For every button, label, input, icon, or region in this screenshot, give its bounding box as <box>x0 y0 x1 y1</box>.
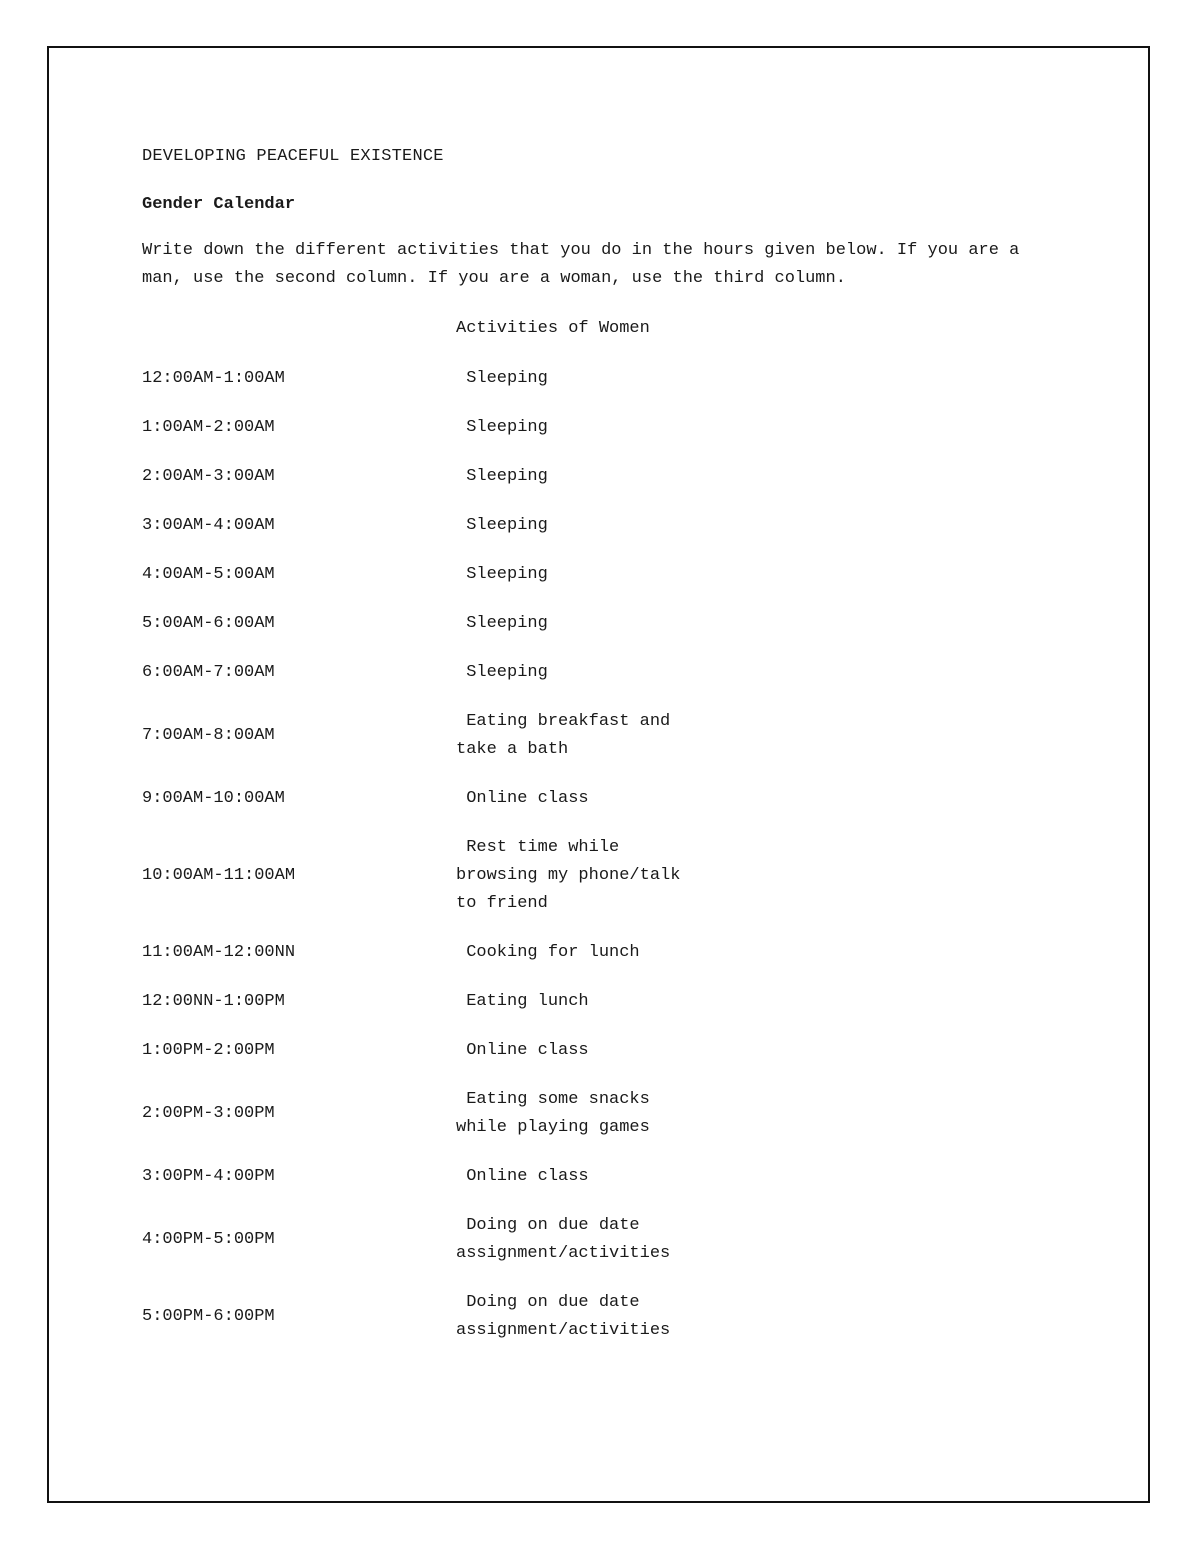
calendar-row <box>142 708 1042 764</box>
calendar-row <box>142 1086 1042 1142</box>
time-slot: 2:00PM-3:00PM <box>142 1104 275 1123</box>
activity-entry: Doing on due date assignment/activities <box>456 1216 671 1263</box>
activity-entry: Online class <box>456 1167 589 1186</box>
activity-entry: Online class <box>456 1041 589 1060</box>
activity-entry: Eating breakfast and take a bath <box>456 712 671 759</box>
time-slot: 7:00AM-8:00AM <box>142 726 275 745</box>
calendar-row <box>142 659 1042 687</box>
time-slot: 4:00PM-5:00PM <box>142 1230 275 1249</box>
calendar-row <box>142 939 1042 967</box>
activity-entry: Sleeping <box>456 467 548 486</box>
calendar-row <box>142 365 1042 393</box>
calendar-row <box>142 1037 1042 1065</box>
document-subtitle: Gender Calendar <box>142 195 296 214</box>
activity-entry: Sleeping <box>456 565 548 584</box>
activity-entry: Doing on due date assignment/activities <box>456 1293 671 1340</box>
time-slot: 2:00AM-3:00AM <box>142 467 275 486</box>
calendar-row <box>142 610 1042 638</box>
calendar-row <box>142 1289 1042 1345</box>
time-slot: 1:00AM-2:00AM <box>142 418 275 437</box>
time-slot: 11:00AM-12:00NN <box>142 943 296 962</box>
activity-entry: Cooking for lunch <box>456 943 640 962</box>
activity-entry: Sleeping <box>456 516 548 535</box>
time-slot: 12:00AM-1:00AM <box>142 369 285 388</box>
calendar-row <box>142 561 1042 589</box>
activity-entry: Eating lunch <box>456 992 589 1011</box>
time-slot: 5:00AM-6:00AM <box>142 614 275 633</box>
time-slot: 12:00NN-1:00PM <box>142 992 285 1011</box>
time-slot: 4:00AM-5:00AM <box>142 565 275 584</box>
activity-entry: Rest time while browsing my phone/talk to friend <box>456 838 681 913</box>
calendar-row <box>142 512 1042 540</box>
activity-entry: Sleeping <box>456 614 548 633</box>
calendar-row <box>142 988 1042 1016</box>
time-slot: 3:00AM-4:00AM <box>142 516 275 535</box>
time-slot: 6:00AM-7:00AM <box>142 663 275 682</box>
activity-entry: Eating some snacks while playing games <box>456 1090 650 1137</box>
calendar-row <box>142 1163 1042 1191</box>
calendar-row <box>142 414 1042 442</box>
document-title: DEVELOPING PEACEFUL EXISTENCE <box>142 147 444 166</box>
calendar-row <box>142 1212 1042 1268</box>
calendar-row <box>142 785 1042 813</box>
document-content <box>142 143 1042 1366</box>
activity-entry: Sleeping <box>456 369 548 388</box>
calendar-rows <box>142 365 1042 1345</box>
calendar-row <box>142 463 1042 491</box>
time-slot: 3:00PM-4:00PM <box>142 1167 275 1186</box>
time-slot: 5:00PM-6:00PM <box>142 1307 275 1326</box>
calendar-row <box>142 834 1042 918</box>
time-slot: 10:00AM-11:00AM <box>142 866 296 885</box>
column-header-activities: Activities of Women <box>456 319 650 338</box>
instructions-text: Write down the different activities that you do in the hours given below. If you are a man, use the second column. If you are a woman, use the third column. <box>142 241 1020 288</box>
activity-entry: Online class <box>456 789 589 808</box>
time-slot: 1:00PM-2:00PM <box>142 1041 275 1060</box>
activity-entry: Sleeping <box>456 663 548 682</box>
activity-entry: Sleeping <box>456 418 548 437</box>
time-slot: 9:00AM-10:00AM <box>142 789 285 808</box>
